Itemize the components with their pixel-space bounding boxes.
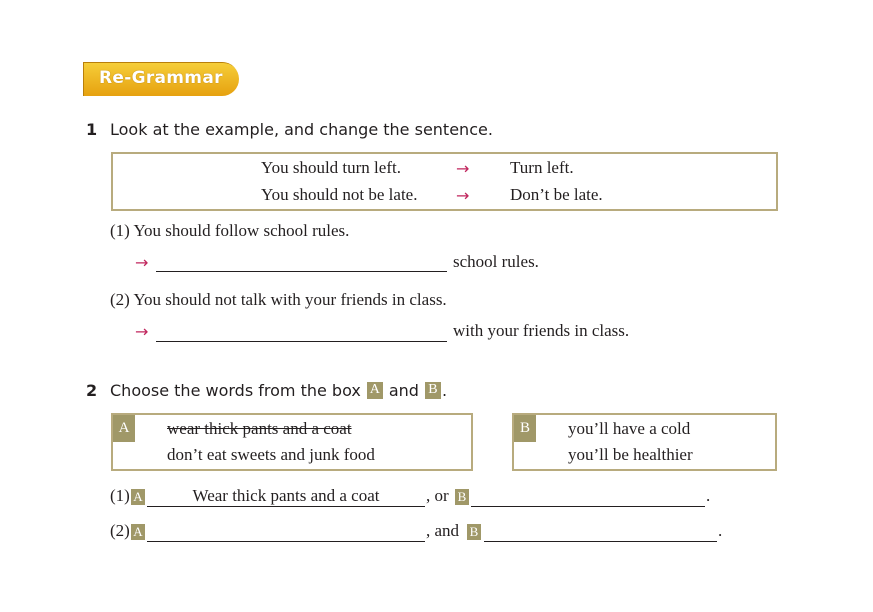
- q2-item-1-number: (1): [110, 486, 130, 505]
- example-2-to: Don’t be late.: [510, 185, 603, 204]
- q2-item-2-tag-b: B: [467, 524, 481, 540]
- q2-item-1-tag-a: A: [131, 489, 145, 505]
- q2-item-2-answer-a-line[interactable]: [147, 541, 425, 542]
- q2-item-2-tag-a: A: [131, 524, 145, 540]
- q2-item-2-number: (2): [110, 521, 130, 540]
- example-2-arrow: →: [456, 186, 470, 205]
- q2-instruction-tag-b: B: [425, 382, 441, 399]
- q1-item-2-arrow: →: [135, 322, 149, 341]
- q2-item-1-tag-b: B: [455, 489, 469, 505]
- question-2-instruction: [110, 381, 447, 400]
- section-badge-label: Re-Grammar: [99, 68, 223, 88]
- example-1-arrow: →: [456, 159, 470, 178]
- example-1-to: Turn left.: [510, 158, 574, 177]
- q2-instruction-tag-a: A: [367, 382, 383, 399]
- q1-item-1-prompt: (1) You should follow school rules.: [110, 221, 350, 240]
- q2-item-1-connector: , or: [426, 486, 449, 505]
- q2-item-2-end: .: [718, 521, 723, 540]
- example-box: [111, 152, 778, 211]
- q1-item-1-suffix: school rules.: [453, 252, 539, 271]
- q2-item-1-answer-b-line[interactable]: [471, 506, 705, 507]
- question-1-instruction: Look at the example, and change the sentence.: [110, 120, 493, 139]
- question-1-number: 1: [86, 120, 98, 139]
- q1-item-2-suffix: with your friends in class.: [453, 321, 630, 340]
- word-box-a-item-2: don’t eat sweets and junk food: [167, 445, 375, 464]
- q1-item-2-answer-line[interactable]: [156, 341, 447, 342]
- word-box-b-item-2: you’ll be healthier: [568, 445, 693, 464]
- q2-item-1-end: .: [706, 486, 711, 505]
- q2-item-1-answer-a: Wear thick pants and a coat: [192, 486, 380, 505]
- q2-item-1-answer-a-line[interactable]: [147, 506, 425, 507]
- word-box-a-tag: A: [113, 415, 135, 442]
- q2-instruction-and: and: [388, 381, 419, 400]
- q2-instruction-end: .: [441, 381, 448, 400]
- example-1-from: You should turn left.: [261, 158, 401, 177]
- question-2-number: 2: [86, 381, 98, 400]
- word-box-b-item-1: you’ll have a cold: [568, 419, 691, 438]
- q2-item-2-connector: , and: [426, 521, 460, 540]
- q1-item-1-answer-line[interactable]: [156, 271, 447, 272]
- q1-item-1-arrow: →: [135, 253, 149, 272]
- word-box-b-tag: B: [514, 415, 536, 442]
- q2-instruction-prefix: Choose the words from the box: [110, 381, 361, 400]
- word-box-a: [111, 413, 473, 471]
- word-box-a-item-1: wear thick pants and a coat: [167, 419, 352, 438]
- q2-item-2-answer-b-line[interactable]: [484, 541, 717, 542]
- q1-item-2-prompt: (2) You should not talk with your friends in class.: [110, 290, 447, 309]
- word-box-b: [512, 413, 777, 471]
- section-badge: [83, 62, 239, 96]
- example-2-from: You should not be late.: [261, 185, 418, 204]
